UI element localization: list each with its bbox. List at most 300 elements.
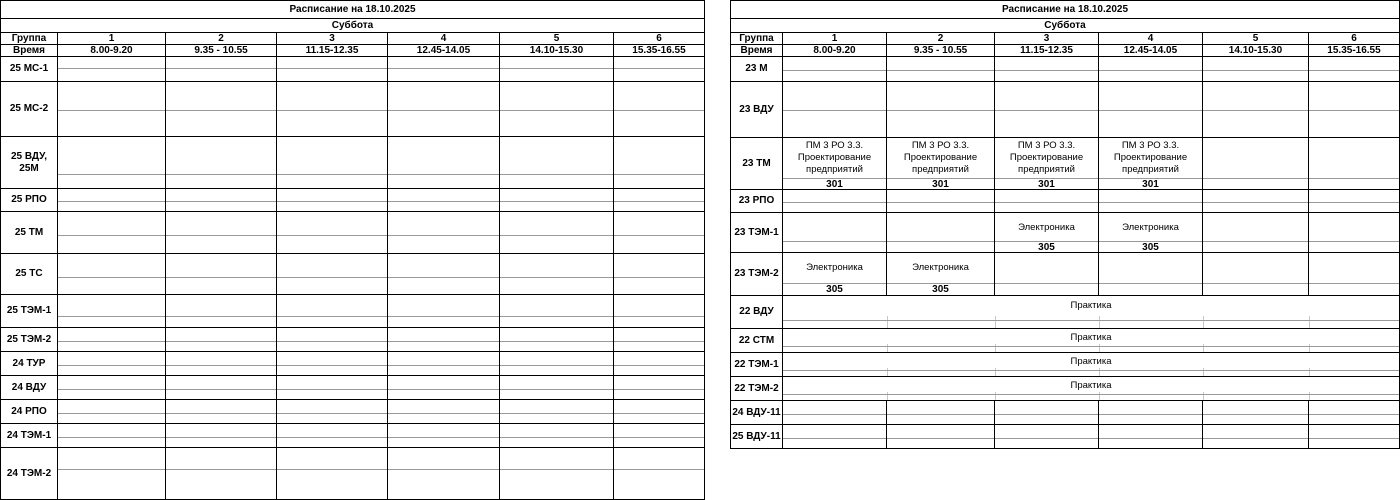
schedule-cell — [1309, 190, 1400, 213]
lesson-room: 301 — [1142, 179, 1159, 190]
schedule-cell — [614, 400, 705, 424]
cell-divider — [500, 469, 613, 470]
schedule-cell — [995, 82, 1099, 138]
group-name: 23 М — [731, 57, 783, 82]
cell-divider — [500, 341, 613, 342]
cell-divider — [166, 365, 276, 366]
cell-divider — [1099, 414, 1202, 415]
schedule-cell — [783, 82, 887, 138]
cell-divider — [995, 438, 1098, 439]
lesson-room: 305 — [826, 284, 843, 295]
schedule-cell — [388, 448, 500, 500]
schedule-cell — [277, 254, 388, 295]
schedule-cell — [277, 189, 388, 212]
schedule-cell — [1203, 57, 1309, 82]
left-time-header: Время — [1, 45, 58, 57]
cell-divider — [388, 68, 499, 69]
lesson-subject: ПМ 3 РО 3.3. Проектирование предприятий — [1009, 140, 1084, 175]
practice-label: Практика — [1070, 332, 1112, 343]
right-schedule-panel — [730, 0, 1400, 449]
schedule-cell — [995, 401, 1099, 425]
group-name: 24 ВДУ-11 — [731, 401, 783, 425]
schedule-cell — [388, 82, 500, 137]
group-name: 24 ВДУ — [1, 376, 58, 400]
cell-divider — [500, 365, 613, 366]
schedule-cell — [1309, 425, 1400, 449]
right-title: Расписание на 18.10.2025 — [731, 1, 1400, 19]
table-row — [731, 213, 1400, 253]
schedule-cell — [783, 425, 887, 449]
schedule-cell — [887, 57, 995, 82]
cell-divider — [995, 70, 1098, 71]
table-row — [1, 295, 705, 328]
cell-divider — [614, 277, 704, 278]
schedule-cell — [277, 137, 388, 189]
group-name: 25 ВДУ-11 — [731, 425, 783, 449]
schedule-cell — [500, 212, 614, 254]
right-pair-4: 4 — [1099, 33, 1203, 45]
cell-divider — [1203, 414, 1308, 415]
group-name: 23 ТМ — [731, 138, 783, 190]
cell-divider — [1099, 70, 1202, 71]
schedule-cell — [614, 189, 705, 212]
practice-label: Практика — [1070, 300, 1112, 311]
practice-cell — [783, 353, 1400, 377]
schedule-cell — [166, 212, 277, 254]
schedule-cell — [166, 295, 277, 328]
right-day: Суббота — [731, 19, 1400, 33]
cell-divider — [277, 341, 387, 342]
cell-divider — [1203, 438, 1308, 439]
schedule-cell — [1203, 401, 1309, 425]
cell-divider — [500, 174, 613, 175]
schedule-cell — [500, 424, 614, 448]
schedule-cell — [614, 328, 705, 352]
cell-divider — [388, 201, 499, 202]
table-row — [1, 137, 705, 189]
schedule-cell — [1099, 401, 1203, 425]
right-time-slot-5: 14.10-15.30 — [1203, 45, 1309, 57]
cell-divider — [995, 110, 1098, 111]
right-time-slot-4: 12.45-14.05 — [1099, 45, 1203, 57]
cell-divider — [1099, 283, 1202, 284]
table-row — [731, 296, 1400, 329]
practice-cell — [783, 296, 1400, 329]
cell-divider — [277, 110, 387, 111]
right-pair-2: 2 — [887, 33, 995, 45]
table-row — [1, 448, 705, 500]
table-row — [731, 401, 1400, 425]
left-time-slot-6: 15.35-16.55 — [614, 45, 705, 57]
schedule-cell — [995, 57, 1099, 82]
schedule-cell — [1099, 138, 1203, 190]
cell-divider — [614, 316, 704, 317]
schedule-cell — [995, 425, 1099, 449]
cell-divider — [58, 413, 165, 414]
left-pair-5: 5 — [500, 33, 614, 45]
right-schedule-table — [730, 0, 1400, 449]
group-name: 25 РПО — [1, 189, 58, 212]
lesson-room: 301 — [826, 179, 843, 190]
schedule-cell — [614, 82, 705, 137]
lesson-room: 305 — [932, 284, 949, 295]
cell-divider — [58, 68, 165, 69]
schedule-cell — [1309, 82, 1400, 138]
schedule-cell — [1099, 213, 1203, 253]
cell-divider — [783, 438, 886, 439]
table-row — [1, 352, 705, 376]
schedule-cell — [500, 137, 614, 189]
cell-divider — [614, 201, 704, 202]
left-time-slot-5: 14.10-15.30 — [500, 45, 614, 57]
cell-divider — [614, 469, 704, 470]
cell-divider — [388, 277, 499, 278]
lesson-subject: ПМ 3 РО 3.3. Проектирование предприятий — [1113, 140, 1188, 175]
schedule-cell — [388, 57, 500, 82]
schedule-cell — [614, 424, 705, 448]
cell-divider — [277, 68, 387, 69]
lesson-room: 305 — [1142, 242, 1159, 253]
group-name: 23 ТЭМ-2 — [731, 253, 783, 296]
schedule-cell — [388, 295, 500, 328]
cell-divider — [614, 235, 704, 236]
schedule-cell — [166, 424, 277, 448]
schedule-cell — [887, 253, 995, 296]
cell-divider — [166, 277, 276, 278]
cell-divider — [1203, 202, 1308, 203]
group-name: 22 ТЭМ-2 — [731, 377, 783, 401]
cell-divider — [500, 316, 613, 317]
schedule-cell — [1309, 57, 1400, 82]
cell-divider — [783, 110, 886, 111]
schedule-cell — [614, 448, 705, 500]
cell-divider — [887, 414, 994, 415]
schedule-cell — [783, 190, 887, 213]
schedule-cell — [995, 190, 1099, 213]
table-row — [1, 254, 705, 295]
schedule-cell — [277, 295, 388, 328]
schedule-cell — [500, 189, 614, 212]
schedule-cell — [388, 189, 500, 212]
cell-divider — [1309, 178, 1399, 179]
cell-divider — [58, 235, 165, 236]
cell-divider — [887, 70, 994, 71]
cell-divider — [58, 110, 165, 111]
schedule-cell — [1099, 253, 1203, 296]
schedule-cell — [783, 57, 887, 82]
right-time-header: Время — [731, 45, 783, 57]
schedule-cell — [388, 376, 500, 400]
table-row — [731, 253, 1400, 296]
schedule-cell — [388, 400, 500, 424]
group-name: 25 ТЭМ-2 — [1, 328, 58, 352]
schedule-cell — [166, 400, 277, 424]
table-row — [1, 424, 705, 448]
schedule-cell — [614, 352, 705, 376]
schedule-cell — [1309, 253, 1400, 296]
schedule-cell — [887, 425, 995, 449]
schedule-cell — [388, 424, 500, 448]
schedule-cell — [783, 138, 887, 190]
left-group-header: Группа — [1, 33, 58, 45]
schedule-cell — [166, 82, 277, 137]
table-row — [731, 57, 1400, 82]
table-row — [1, 376, 705, 400]
schedule-cell — [1099, 190, 1203, 213]
cell-divider — [887, 110, 994, 111]
cell-divider — [995, 202, 1098, 203]
right-pair-3: 3 — [995, 33, 1099, 45]
cell-divider — [1099, 202, 1202, 203]
cell-divider — [1099, 110, 1202, 111]
table-row — [1, 57, 705, 82]
cell-divider — [783, 70, 886, 71]
cell-divider — [388, 437, 499, 438]
cell-divider — [277, 469, 387, 470]
schedule-cell — [887, 213, 995, 253]
cell-divider — [1309, 110, 1399, 111]
schedule-cell — [388, 254, 500, 295]
cell-divider — [500, 389, 613, 390]
left-time-slot-3: 11.15-12.35 — [277, 45, 388, 57]
schedule-cell — [783, 253, 887, 296]
practice-label: Практика — [1070, 356, 1112, 367]
right-pair-5: 5 — [1203, 33, 1309, 45]
schedule-cell — [1203, 82, 1309, 138]
practice-label: Практика — [1070, 380, 1112, 391]
cell-divider — [58, 389, 165, 390]
schedule-cell — [500, 82, 614, 137]
left-pair-1: 1 — [58, 33, 166, 45]
schedule-cell — [1309, 401, 1400, 425]
lesson-room: 301 — [1038, 179, 1055, 190]
left-time-slot-1: 8.00-9.20 — [58, 45, 166, 57]
schedule-cell — [614, 57, 705, 82]
table-row — [1, 212, 705, 254]
group-name: 22 СТМ — [731, 329, 783, 353]
schedule-cell — [388, 328, 500, 352]
group-name: 25 ВДУ, 25М — [1, 137, 58, 189]
schedule-cell — [614, 254, 705, 295]
cell-divider — [995, 414, 1098, 415]
cell-divider — [1203, 241, 1308, 242]
lesson-room: 301 — [932, 179, 949, 190]
cell-divider — [614, 365, 704, 366]
lesson-subject: ПМ 3 РО 3.3. Проектирование предприятий — [903, 140, 978, 175]
cell-divider — [783, 414, 886, 415]
cell-divider — [1203, 70, 1308, 71]
schedule-cell — [166, 189, 277, 212]
lesson-subject: Электроника — [806, 262, 863, 273]
schedule-cell — [58, 424, 166, 448]
schedule-cell — [277, 352, 388, 376]
right-time-slot-3: 11.15-12.35 — [995, 45, 1099, 57]
schedule-cell — [58, 254, 166, 295]
practice-cell — [783, 329, 1400, 353]
schedule-cell — [277, 57, 388, 82]
schedule-cell — [166, 137, 277, 189]
cell-divider — [166, 413, 276, 414]
schedule-cell — [388, 352, 500, 376]
table-row — [1, 400, 705, 424]
schedule-cell — [1203, 138, 1309, 190]
schedule-cell — [500, 400, 614, 424]
cell-divider — [388, 365, 499, 366]
schedule-cell — [500, 254, 614, 295]
table-row — [1, 328, 705, 352]
schedule-cell — [58, 400, 166, 424]
table-row — [1, 82, 705, 137]
schedule-cell — [614, 212, 705, 254]
table-row — [731, 425, 1400, 449]
cell-divider — [166, 201, 276, 202]
cell-divider — [58, 437, 165, 438]
table-row — [731, 190, 1400, 213]
cell-divider — [1309, 438, 1399, 439]
lesson-subject: Электроника — [1018, 222, 1075, 233]
schedule-cell — [783, 401, 887, 425]
cell-divider — [58, 277, 165, 278]
schedule-cell — [277, 448, 388, 500]
table-row — [1, 189, 705, 212]
cell-divider — [58, 341, 165, 342]
schedule-cell — [58, 57, 166, 82]
cell-divider — [614, 437, 704, 438]
group-name: 25 МС-1 — [1, 57, 58, 82]
cell-divider — [1309, 283, 1399, 284]
lesson-room: 305 — [1038, 242, 1055, 253]
group-name: 23 РПО — [731, 190, 783, 213]
schedule-cell — [1203, 190, 1309, 213]
cell-divider — [166, 68, 276, 69]
schedule-cell — [995, 253, 1099, 296]
schedule-cell — [500, 376, 614, 400]
cell-divider — [58, 316, 165, 317]
cell-divider — [614, 174, 704, 175]
schedule-cell — [995, 213, 1099, 253]
group-name: 25 ТМ — [1, 212, 58, 254]
group-name: 22 ТЭМ-1 — [731, 353, 783, 377]
cell-divider — [166, 316, 276, 317]
cell-divider — [614, 389, 704, 390]
group-name: 22 ВДУ — [731, 296, 783, 329]
cell-divider — [388, 174, 499, 175]
schedule-cell — [58, 212, 166, 254]
cell-divider — [614, 68, 704, 69]
cell-divider — [887, 241, 994, 242]
schedule-cell — [277, 328, 388, 352]
group-name: 24 ТЭМ-2 — [1, 448, 58, 500]
cell-divider — [1309, 414, 1399, 415]
cell-divider — [58, 174, 165, 175]
schedule-cell — [1099, 425, 1203, 449]
schedule-cell — [614, 376, 705, 400]
left-title: Расписание на 18.10.2025 — [1, 1, 705, 19]
left-day: Суббота — [1, 19, 705, 33]
table-row — [731, 377, 1400, 401]
right-time-slot-1: 8.00-9.20 — [783, 45, 887, 57]
left-time-slot-2: 9.35 - 10.55 — [166, 45, 277, 57]
schedule-cell — [277, 400, 388, 424]
schedule-cell — [887, 401, 995, 425]
schedule-cell — [277, 424, 388, 448]
cell-divider — [783, 241, 886, 242]
schedule-cell — [887, 190, 995, 213]
cell-divider — [166, 174, 276, 175]
table-row — [731, 82, 1400, 138]
schedule-cell — [58, 82, 166, 137]
schedule-cell — [58, 295, 166, 328]
cell-divider — [614, 341, 704, 342]
cell-divider — [166, 341, 276, 342]
group-name: 25 ТЭМ-1 — [1, 295, 58, 328]
schedule-cell — [1203, 425, 1309, 449]
table-row — [731, 353, 1400, 377]
schedule-cell — [614, 137, 705, 189]
lesson-subject: ПМ 3 РО 3.3. Проектирование предприятий — [797, 140, 872, 175]
cell-divider — [1309, 202, 1399, 203]
cell-divider — [500, 68, 613, 69]
cell-divider — [277, 413, 387, 414]
cell-divider — [995, 283, 1098, 284]
cell-divider — [166, 437, 276, 438]
schedule-cell — [1099, 57, 1203, 82]
schedule-cell — [388, 137, 500, 189]
cell-divider — [388, 316, 499, 317]
table-row — [731, 329, 1400, 353]
cell-divider — [58, 469, 165, 470]
group-name: 24 РПО — [1, 400, 58, 424]
left-pair-3: 3 — [277, 33, 388, 45]
cell-divider — [388, 341, 499, 342]
schedule-cell — [58, 137, 166, 189]
schedule-cell — [1203, 253, 1309, 296]
cell-divider — [1309, 241, 1399, 242]
cell-divider — [500, 235, 613, 236]
schedule-cell — [500, 328, 614, 352]
cell-divider — [887, 438, 994, 439]
cell-divider — [277, 437, 387, 438]
left-pair-4: 4 — [388, 33, 500, 45]
schedule-cell — [58, 376, 166, 400]
schedule-cell — [1099, 82, 1203, 138]
schedule-cell — [783, 213, 887, 253]
cell-divider — [277, 201, 387, 202]
right-pair-1: 1 — [783, 33, 887, 45]
cell-divider — [277, 277, 387, 278]
schedule-cell — [388, 212, 500, 254]
left-time-slot-4: 12.45-14.05 — [388, 45, 500, 57]
cell-divider — [887, 202, 994, 203]
group-name: 25 МС-2 — [1, 82, 58, 137]
cell-divider — [388, 235, 499, 236]
practice-cell — [783, 377, 1400, 401]
schedule-cell — [500, 57, 614, 82]
schedule-cell — [58, 328, 166, 352]
schedule-cell — [500, 295, 614, 328]
left-pair-6: 6 — [614, 33, 705, 45]
cell-divider — [166, 235, 276, 236]
left-pair-2: 2 — [166, 33, 277, 45]
group-name: 25 ТС — [1, 254, 58, 295]
schedule-cell — [277, 212, 388, 254]
group-name: 23 ВДУ — [731, 82, 783, 138]
right-pair-6: 6 — [1309, 33, 1400, 45]
cell-divider — [277, 174, 387, 175]
cell-divider — [388, 469, 499, 470]
lesson-subject: Электроника — [1122, 222, 1179, 233]
cell-divider — [614, 110, 704, 111]
